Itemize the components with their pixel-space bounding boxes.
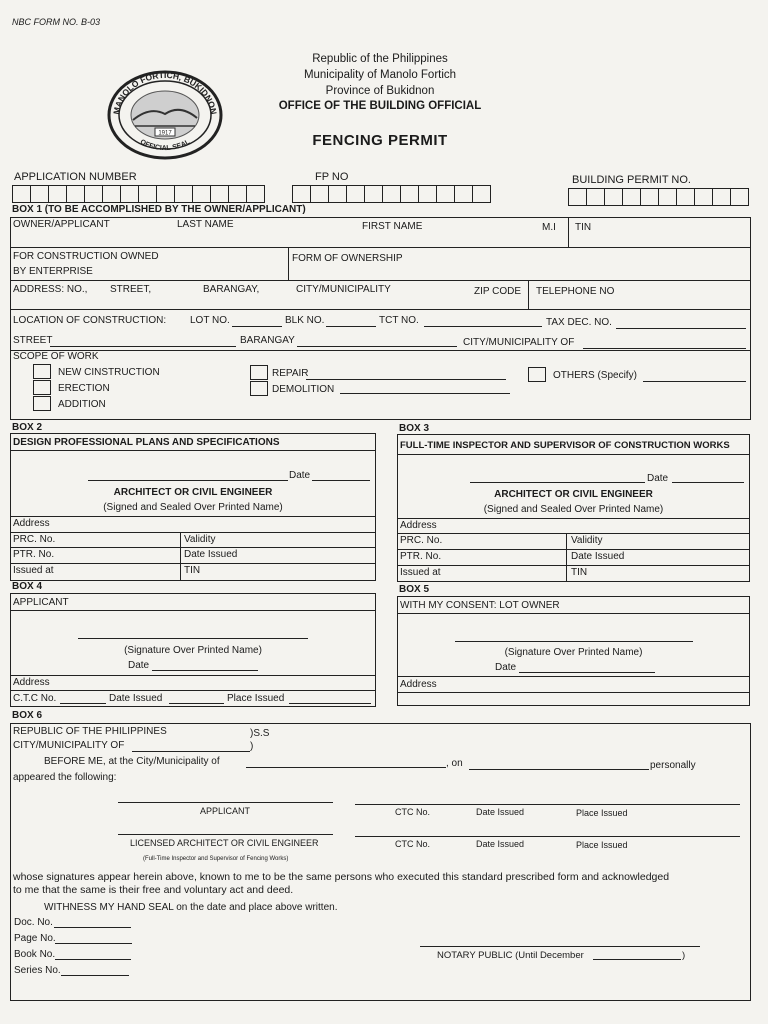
repair-checkbox[interactable] <box>250 365 268 380</box>
on-label: , on <box>446 758 463 769</box>
box6-city-label: CITY/MUNICIPALITY OF <box>13 740 125 751</box>
notary-public-label: NOTARY PUBLIC (Until December <box>437 950 584 961</box>
building-permit-label: BUILDING PERMIT NO. <box>572 174 691 186</box>
book-no-label: Book No. <box>14 949 56 960</box>
blk-no-field[interactable] <box>326 326 376 327</box>
box2-signature-field[interactable] <box>88 480 288 481</box>
form-of-ownership-label: FORM OF OWNERSHIP <box>292 253 403 264</box>
box3-issued-at-label: Issued at <box>400 567 441 578</box>
applicant-label: APPLICANT <box>200 806 251 816</box>
notary-until-field[interactable] <box>593 959 681 960</box>
box2-tin-label: TIN <box>184 565 201 576</box>
box1-title: BOX 1 (TO BE ACCOMPLISHED BY THE OWNER/APPLICANT) <box>12 204 306 215</box>
series-no-field[interactable] <box>61 975 129 976</box>
personally-label: personally <box>650 760 696 771</box>
repair-field[interactable] <box>306 379 506 380</box>
addition-label: ADDITION <box>58 399 106 410</box>
lot-no-label: LOT NO. <box>190 315 230 326</box>
applicant-signature-field[interactable] <box>118 802 333 803</box>
form-of-ownership-field[interactable] <box>420 252 745 276</box>
box4-signature-field[interactable] <box>78 638 308 639</box>
header-office: OFFICE OF THE BUILDING OFFICIAL <box>278 100 482 112</box>
box3-ptr-label: PTR. No. <box>400 551 442 562</box>
box3-signed-note: (Signed and Sealed Over Printed Name) <box>483 504 664 515</box>
on-date-field[interactable] <box>469 769 649 770</box>
demolition-field[interactable] <box>340 393 510 394</box>
box4-ctc-label: C.T.C No. <box>13 693 57 704</box>
box3-date-field[interactable] <box>672 482 744 483</box>
box4-date-field[interactable] <box>152 670 258 671</box>
tax-dec-field[interactable] <box>616 328 746 329</box>
series-no-label: Series No. <box>14 965 61 976</box>
address-city-label: CITY/MUNICIPALITY <box>296 284 391 295</box>
application-number-label: APPLICATION NUMBER <box>14 171 137 183</box>
others-label: OTHERS (Specify) <box>553 370 637 381</box>
box5-signature-field[interactable] <box>455 641 693 642</box>
witness-label: WITHNESS MY HAND SEAL on the date and place above written. <box>44 902 338 913</box>
header-line-1: Republic of the Philippines <box>312 53 448 65</box>
svg-text:OFFICIAL SEAL: OFFICIAL SEAL <box>138 138 192 153</box>
box4-applicant-label: APPLICANT <box>13 597 69 608</box>
lot-no-field[interactable] <box>232 326 282 327</box>
addition-checkbox[interactable] <box>33 396 51 411</box>
fulltime-note: (Full-Time Inspector and Supervisor of Fencing Works) <box>143 856 289 862</box>
municipal-seal-icon <box>105 70 225 160</box>
erection-checkbox[interactable] <box>33 380 51 395</box>
box4-place-issued-field[interactable] <box>289 703 371 704</box>
street-label: STREET <box>13 335 53 346</box>
first-name-label: FIRST NAME <box>362 221 423 232</box>
barangay-label: BARANGAY <box>240 335 295 346</box>
zip-code-label: ZIP CODE <box>474 286 522 297</box>
before-me-city-field[interactable] <box>246 767 446 768</box>
box2-role: ARCHITECT OR CIVIL ENGINEER <box>113 487 273 498</box>
box4-label: BOX 4 <box>12 581 43 592</box>
street-field[interactable] <box>50 346 236 347</box>
box6-label: BOX 6 <box>12 710 43 721</box>
box2-issued-at-label: Issued at <box>13 565 54 576</box>
box2-address-label: Address <box>13 518 50 529</box>
applicant-ctc-label: CTC No. <box>395 807 431 817</box>
box2-date-issued-label: Date Issued <box>184 549 238 560</box>
box2-validity-label: Validity <box>184 534 216 545</box>
applicant-place-issued-label: Place Issued <box>576 808 628 818</box>
applicant-ctc-line[interactable] <box>355 804 740 805</box>
box4-date-label: Date <box>128 660 150 671</box>
address-street-label: STREET, <box>110 284 152 295</box>
ss-label: )S.S <box>250 728 270 739</box>
tin-label: TIN <box>575 222 592 233</box>
svg-text:MANOLO FORTICH, BUKIDNON: MANOLO FORTICH, BUKIDNON <box>111 70 219 116</box>
doc-no-field[interactable] <box>54 927 131 928</box>
box5-signature-note: (Signature Over Printed Name) <box>504 647 643 658</box>
doc-no-label: Doc. No. <box>14 917 53 928</box>
new-construction-label: NEW CINSTRUCTION <box>58 367 160 378</box>
close-paren: ) <box>250 741 254 752</box>
page-title: FENCING PERMIT <box>312 132 448 149</box>
page-no-label: Page No. <box>14 933 56 944</box>
mi-label: M.I <box>542 222 556 233</box>
by-enterprise-label: BY ENTERPRISE <box>13 266 93 277</box>
engineer-date-issued-label: Date Issued <box>476 839 525 849</box>
box6-city-field[interactable] <box>132 751 250 752</box>
barangay-field[interactable] <box>297 346 457 347</box>
last-name-label: LAST NAME <box>177 219 234 230</box>
box3-date-label: Date <box>647 473 669 484</box>
engineer-ctc-label: CTC No. <box>395 839 431 849</box>
box4-place-issued-label: Place Issued <box>227 693 285 704</box>
tax-dec-label: TAX DEC. NO. <box>546 317 612 328</box>
tct-no-field[interactable] <box>424 326 542 327</box>
before-me-label: BEFORE ME, at the City/Municipality of <box>44 756 220 767</box>
box2-date-label: Date <box>289 470 311 481</box>
box3-signature-field[interactable] <box>470 482 645 483</box>
engineer-place-issued-label: Place Issued <box>576 840 628 850</box>
header-line-2: Municipality of Manolo Fortich <box>303 69 457 81</box>
box4-date-issued-field[interactable] <box>169 703 224 704</box>
box3-validity-label: Validity <box>571 535 603 546</box>
applicant-date-issued-label: Date Issued <box>476 807 525 817</box>
box4-ctc-field[interactable] <box>60 703 106 704</box>
owner-name-field[interactable] <box>100 230 560 246</box>
book-no-field[interactable] <box>55 959 131 960</box>
telephone-label: TELEPHONE NO <box>536 286 615 297</box>
others-checkbox[interactable] <box>528 367 546 382</box>
others-field[interactable] <box>643 381 746 382</box>
box5-title: WITH MY CONSENT: LOT OWNER <box>400 600 560 611</box>
box4-date-issued-label: Date Issued <box>109 693 163 704</box>
page-no-field[interactable] <box>55 943 132 944</box>
box5-label: BOX 5 <box>399 584 430 595</box>
owner-applicant-label: OWNER/APPLICANT <box>13 219 110 230</box>
box5-address-label: Address <box>400 679 437 690</box>
address-no-label: ADDRESS: NO., <box>13 284 88 295</box>
box2-signed-note: (Signed and Sealed Over Printed Name) <box>103 502 283 513</box>
tct-no-label: TCT NO. <box>379 315 419 326</box>
box5-date-label: Date <box>495 662 517 673</box>
repair-label: REPAIR <box>272 368 309 379</box>
erection-label: ERECTION <box>58 383 110 394</box>
box2-title: DESIGN PROFESSIONAL PLANS AND SPECIFICATIONS <box>13 437 280 448</box>
box3-tin-label: TIN <box>571 567 588 578</box>
box3-label: BOX 3 <box>399 423 430 434</box>
box4-address-label: Address <box>13 677 50 688</box>
box2-date-field[interactable] <box>312 480 370 481</box>
demolition-label: DEMOLITION <box>272 384 335 395</box>
box2-prc-label: PRC. No. <box>13 534 56 545</box>
construction-owned-label: FOR CONSTRUCTION OWNED <box>13 251 159 262</box>
box3-date-issued-label: Date Issued <box>571 551 625 562</box>
new-construction-checkbox[interactable] <box>33 364 51 379</box>
form-number: NBC FORM NO. B-03 <box>12 17 101 27</box>
notary-signature-field[interactable] <box>420 946 700 947</box>
header-line-3: Province of Bukidnon <box>325 85 435 97</box>
box2-label: BOX 2 <box>12 422 43 433</box>
city-of-label: CITY/MUNICIPALITY OF <box>463 337 575 348</box>
notary-close-paren: ) <box>682 950 686 961</box>
acknowledgement-line-1: whose signatures appear herein above, known to me to be the same persons who executed this standard prescribed form and acknowledged <box>13 871 670 883</box>
appeared-label: appeared the following: <box>13 772 117 783</box>
engineer-signature-field[interactable] <box>118 834 333 835</box>
scope-of-work-label: SCOPE OF WORK <box>13 351 99 362</box>
fp-number-label: FP NO <box>315 171 349 183</box>
acknowledgement-line-2: to me that the same is their free and voluntary act and deed. <box>13 884 294 896</box>
box5-date-field[interactable] <box>519 672 655 673</box>
licensed-engineer-label: LICENSED ARCHITECT OR CIVIL ENGINEER <box>130 838 319 848</box>
box2-ptr-label: PTR. No. <box>13 549 55 560</box>
box3-title: FULL-TIME INSPECTOR AND SUPERVISOR OF CONSTRUCTION WORKS <box>400 440 730 451</box>
box3-prc-label: PRC. No. <box>400 535 443 546</box>
location-label: LOCATION OF CONSTRUCTION: <box>13 315 167 326</box>
city-of-field[interactable] <box>583 348 746 349</box>
svg-text:1917: 1917 <box>158 130 172 137</box>
republic-label: REPUBLIC OF THE PHILIPPINES <box>13 726 167 737</box>
engineer-ctc-line[interactable] <box>355 836 740 837</box>
box3-role: ARCHITECT OR CIVIL ENGINEER <box>494 489 653 500</box>
address-barangay-label: BARANGAY, <box>203 284 260 295</box>
box3-address-label: Address <box>400 520 437 531</box>
blk-no-label: BLK NO. <box>285 315 325 326</box>
demolition-checkbox[interactable] <box>250 381 268 396</box>
box4-signature-note: (Signature Over Printed Name) <box>124 645 262 656</box>
